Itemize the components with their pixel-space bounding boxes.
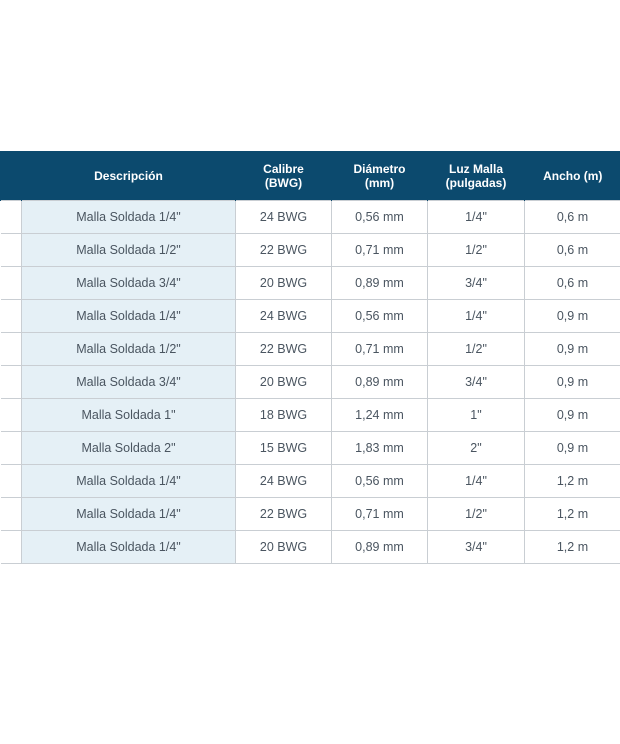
cell-ancho: 0,6 m <box>525 267 620 300</box>
cell-descripcion: Malla Soldada 1/4" <box>22 300 236 333</box>
product-specs-table <box>0 151 620 564</box>
cell-ancho: 0,9 m <box>525 399 620 432</box>
cell-diametro: 0,56 mm <box>332 300 428 333</box>
table-row <box>1 234 620 267</box>
table-row <box>1 201 620 234</box>
row-stub <box>1 498 22 531</box>
cell-diametro: 0,71 mm <box>332 234 428 267</box>
table-row <box>1 366 620 399</box>
header-luz-line1: Luz Malla <box>448 161 503 176</box>
cell-calibre: 20 BWG <box>236 531 332 564</box>
cell-ancho: 0,6 m <box>525 201 620 234</box>
row-stub <box>1 300 22 333</box>
cell-diametro: 1,83 mm <box>332 432 428 465</box>
cell-diametro: 0,56 mm <box>332 201 428 234</box>
cell-diametro: 0,89 mm <box>332 267 428 300</box>
cell-luz-malla: 3/4" <box>428 267 525 300</box>
row-stub <box>1 399 22 432</box>
cell-descripcion: Malla Soldada 1" <box>22 399 236 432</box>
cell-descripcion: Malla Soldada 2" <box>22 432 236 465</box>
cell-diametro: 0,89 mm <box>332 366 428 399</box>
cell-descripcion: Malla Soldada 3/4" <box>22 366 236 399</box>
cell-luz-malla: 1/2" <box>428 234 525 267</box>
cell-calibre: 24 BWG <box>236 201 332 234</box>
header-calibre-line2: (BWG) <box>264 175 303 190</box>
cell-calibre: 24 BWG <box>236 300 332 333</box>
cell-luz-malla: 1/4" <box>428 201 525 234</box>
row-stub <box>1 531 22 564</box>
cell-luz-malla: 2" <box>428 432 525 465</box>
cell-luz-malla: 1" <box>428 399 525 432</box>
header-descripcion <box>22 151 236 201</box>
cell-calibre: 15 BWG <box>236 432 332 465</box>
cell-calibre: 18 BWG <box>236 399 332 432</box>
cell-calibre: 20 BWG <box>236 267 332 300</box>
row-stub <box>1 366 22 399</box>
table-body <box>1 201 620 564</box>
cell-descripcion: Malla Soldada 3/4" <box>22 267 236 300</box>
cell-descripcion: Malla Soldada 1/4" <box>22 201 236 234</box>
product-table-container <box>0 151 620 564</box>
cell-luz-malla: 1/2" <box>428 498 525 531</box>
header-calibre-line1: Calibre <box>263 161 304 176</box>
cell-diametro: 0,71 mm <box>332 333 428 366</box>
cell-descripcion: Malla Soldada 1/4" <box>22 465 236 498</box>
cell-luz-malla: 3/4" <box>428 366 525 399</box>
row-stub <box>1 234 22 267</box>
cell-descripcion: Malla Soldada 1/4" <box>22 498 236 531</box>
header-diametro-line2: (mm) <box>364 175 395 190</box>
header-calibre <box>236 151 332 201</box>
row-stub <box>1 465 22 498</box>
cell-calibre: 24 BWG <box>236 465 332 498</box>
cell-descripcion: Malla Soldada 1/4" <box>22 531 236 564</box>
table-row <box>1 432 620 465</box>
row-stub <box>1 201 22 234</box>
cell-diametro: 0,89 mm <box>332 531 428 564</box>
table-header <box>1 151 620 201</box>
cell-ancho: 0,9 m <box>525 366 620 399</box>
cell-diametro: 1,24 mm <box>332 399 428 432</box>
cell-luz-malla: 1/4" <box>428 465 525 498</box>
cell-luz-malla: 1/4" <box>428 300 525 333</box>
cell-diametro: 0,56 mm <box>332 465 428 498</box>
cell-ancho: 0,6 m <box>525 234 620 267</box>
cell-luz-malla: 1/2" <box>428 333 525 366</box>
table-row <box>1 267 620 300</box>
row-stub <box>1 432 22 465</box>
header-diametro <box>332 151 428 201</box>
cell-luz-malla: 3/4" <box>428 531 525 564</box>
cell-ancho: 1,2 m <box>525 498 620 531</box>
table-row <box>1 399 620 432</box>
table-row <box>1 498 620 531</box>
header-ancho <box>525 151 620 201</box>
header-row <box>1 151 620 201</box>
cell-ancho: 0,9 m <box>525 300 620 333</box>
header-luz-line2: (pulgadas) <box>445 175 507 190</box>
header-luz-malla <box>428 151 525 201</box>
cell-ancho: 0,9 m <box>525 432 620 465</box>
header-stub <box>1 151 22 201</box>
cell-calibre: 22 BWG <box>236 333 332 366</box>
cell-diametro: 0,71 mm <box>332 498 428 531</box>
header-ancho-label: Ancho (m) <box>543 168 603 183</box>
cell-calibre: 22 BWG <box>236 234 332 267</box>
cell-ancho: 1,2 m <box>525 465 620 498</box>
table-row <box>1 531 620 564</box>
cell-ancho: 0,9 m <box>525 333 620 366</box>
header-diametro-line1: Diámetro <box>353 161 406 176</box>
row-stub <box>1 333 22 366</box>
table-row <box>1 465 620 498</box>
table-row <box>1 300 620 333</box>
cell-descripcion: Malla Soldada 1/2" <box>22 333 236 366</box>
row-stub <box>1 267 22 300</box>
table-row <box>1 333 620 366</box>
cell-calibre: 22 BWG <box>236 498 332 531</box>
header-descripcion-label: Descripción <box>94 168 163 183</box>
cell-calibre: 20 BWG <box>236 366 332 399</box>
cell-ancho: 1,2 m <box>525 531 620 564</box>
cell-descripcion: Malla Soldada 1/2" <box>22 234 236 267</box>
